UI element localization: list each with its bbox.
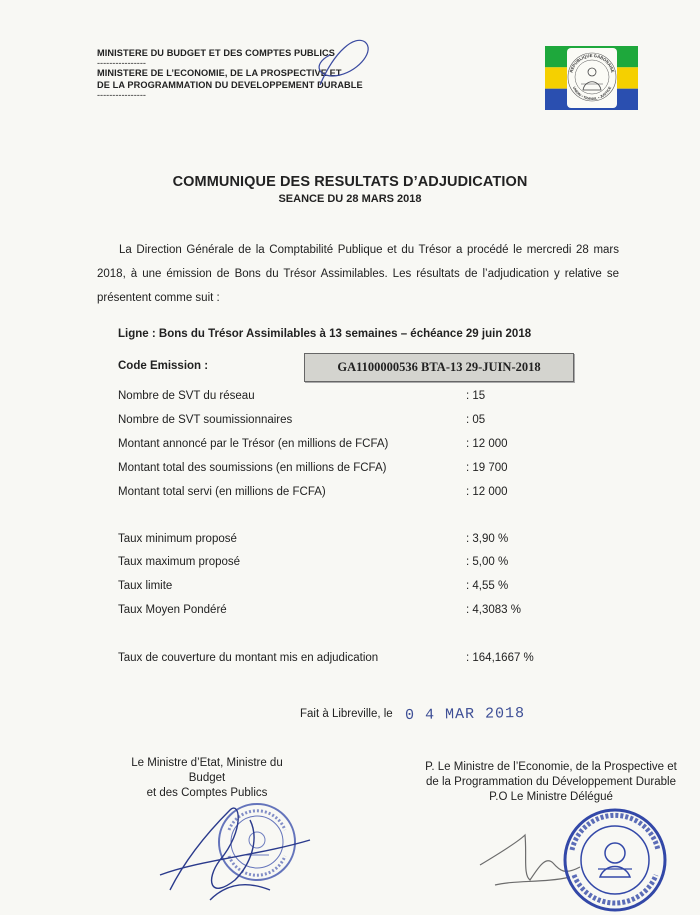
official-seal-right-icon bbox=[560, 805, 670, 915]
result-label: Montant annoncé par le Trésor (en millions de FCFA) bbox=[118, 438, 389, 450]
rate-label: Taux maximum proposé bbox=[118, 556, 241, 568]
signatory-right-line2: de la Programmation du Développement Durable bbox=[426, 776, 676, 788]
result-value: : 15 bbox=[466, 390, 486, 402]
result-value: : 19 700 bbox=[466, 462, 508, 474]
rate-value: : 5,00 % bbox=[466, 556, 509, 568]
rate-value: : 4,55 % bbox=[466, 580, 509, 592]
ministry-economy-line2: DE LA PROGRAMMATION DU DEVELOPPEMENT DURABLE bbox=[97, 80, 363, 90]
result-label: Montant total des soumissions (en millions de FCFA) bbox=[118, 462, 387, 474]
result-label: Nombre de SVT soumissionnaires bbox=[118, 414, 293, 426]
result-label: Montant total servi (en millions de FCFA) bbox=[118, 486, 326, 498]
gabon-flag-emblem bbox=[545, 46, 638, 110]
page-title: COMMUNIQUE DES RESULTATS D’ADJUDICATION bbox=[172, 174, 528, 190]
rate-label: Taux Moyen Pondéré bbox=[118, 604, 227, 616]
coverage-label: Taux de couverture du montant mis en adjudication bbox=[118, 652, 379, 664]
emblem-motto-text: UNION • TRAVAIL • JUSTICE bbox=[571, 86, 613, 102]
rate-label: Taux limite bbox=[118, 580, 173, 592]
header-pen-mark bbox=[280, 30, 380, 100]
signatory-left-line2: et des Comptes Publics bbox=[146, 787, 268, 799]
ministry-budget: MINISTERE DU BUDGET ET DES COMPTES PUBLICS bbox=[97, 48, 335, 58]
emblem-top-text: REPUBLIQUE GABONAISE bbox=[568, 52, 616, 74]
separator: ---------------- bbox=[97, 90, 146, 100]
code-emission-value: GA1100000536 BTA-13 29-JUIN-2018 bbox=[337, 360, 541, 374]
date-stamp: 0 4 MAR 2018 bbox=[404, 704, 526, 725]
code-emission-box bbox=[304, 353, 574, 382]
result-label: Nombre de SVT du réseau bbox=[118, 390, 255, 402]
signatory-right-line1: P. Le Ministre de l’Economie, de la Prospective et bbox=[425, 761, 677, 773]
intro-paragraph bbox=[97, 238, 619, 310]
code-emission-label: Code Emission : bbox=[118, 360, 209, 372]
ligne-heading: Ligne : Bons du Trésor Assimilables à 13 semaines – échéance 29 juin 2018 bbox=[118, 328, 532, 340]
coverage-value: : 164,1667 % bbox=[466, 652, 534, 664]
ministry-economy-line1: MINISTERE DE L’ECONOMIE, DE LA PROSPECTIVE ET bbox=[97, 68, 342, 78]
result-value: : 05 bbox=[466, 414, 486, 426]
place-date-label: Fait à Libreville, le bbox=[300, 708, 393, 720]
separator: ---------------- bbox=[97, 58, 146, 68]
signatory-right bbox=[420, 760, 682, 805]
intro-text: La Direction Générale de la Comptabilité Publique et du Trésor a procédé le mercredi 28 mars 2018, à une émission de Bons du Trésor Assimilables. Les résultats de l’adjudication y relative se présentent comme suit : bbox=[97, 244, 619, 304]
rate-label: Taux minimum proposé bbox=[118, 533, 237, 545]
session-date: SEANCE DU 28 MARS 2018 bbox=[278, 193, 422, 205]
rate-value: : 3,90 % bbox=[466, 533, 509, 545]
rate-value: : 4,3083 % bbox=[466, 604, 521, 616]
result-value: : 12 000 bbox=[466, 486, 508, 498]
signature-left-icon bbox=[150, 790, 320, 910]
signatory-left-line1: Le Ministre d’Etat, Ministre du Budget bbox=[131, 757, 283, 784]
result-value: : 12 000 bbox=[466, 438, 508, 450]
signatory-right-line3: P.O Le Ministre Délégué bbox=[489, 791, 613, 803]
